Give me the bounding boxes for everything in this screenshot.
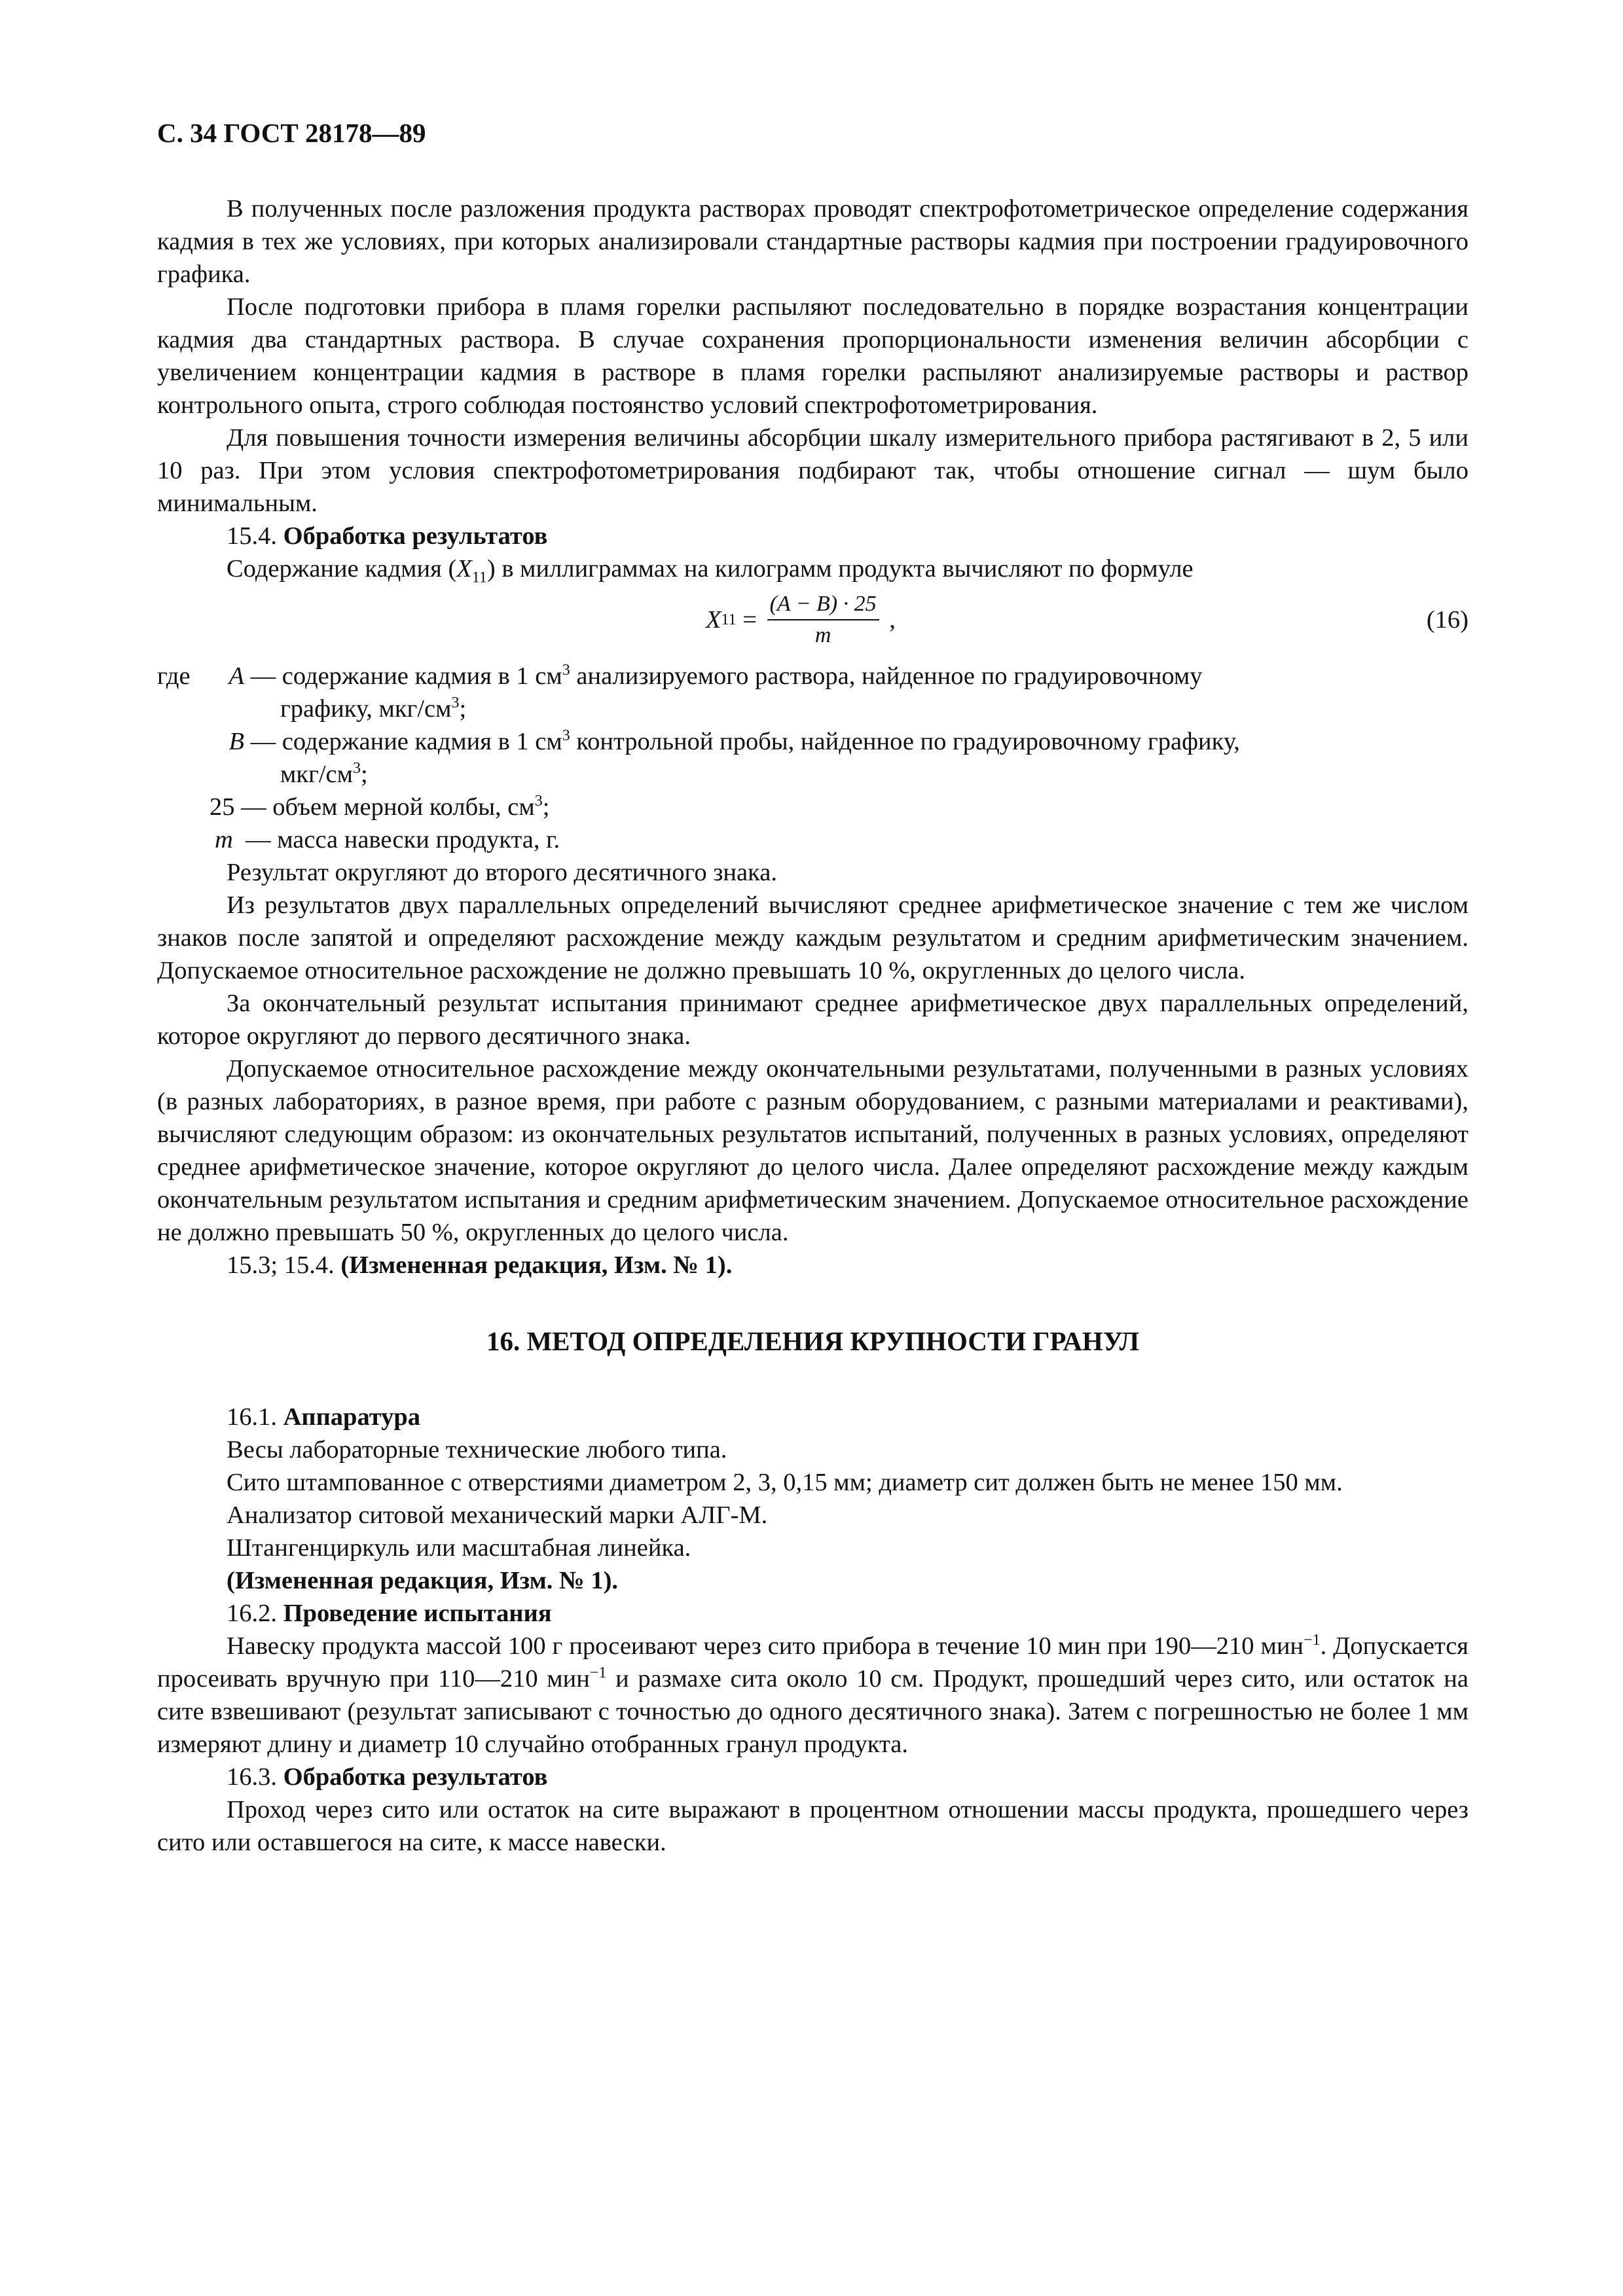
paragraph: Для повышения точности измерения величины абсорбции шкалу измерительного прибора растягивают в 2, 5 или 10 раз. При этом условия спектрофотометрирования подбирают так, чтобы отношение сигнал — шум было минимальным. bbox=[157, 424, 1468, 517]
subscript: 11 bbox=[471, 569, 487, 586]
subsection-number: 15.4. bbox=[227, 522, 277, 550]
definition-text bbox=[235, 791, 1469, 823]
fraction-denominator: m bbox=[814, 623, 831, 647]
paragraph: Анализатор ситовой механический марки АЛГ-М. bbox=[227, 1501, 768, 1529]
amendment-note bbox=[157, 1249, 1468, 1282]
superscript: 3 bbox=[562, 662, 570, 679]
text-span: . Допускается просеивать вручную при 110—210 мин bbox=[157, 1632, 1468, 1693]
definition-text bbox=[233, 823, 1468, 856]
paragraph: Результат округляют до второго десятичного знака. bbox=[227, 859, 777, 886]
symbol-text: m bbox=[215, 826, 233, 853]
superscript: −1 bbox=[1304, 1632, 1321, 1649]
superscript: 3 bbox=[562, 727, 570, 745]
formula: X 11 = $\frac{(A - B) \cdot 25}{m}$ , bbox=[706, 589, 896, 651]
subsection-heading bbox=[157, 1597, 1468, 1630]
page-header: С. 34 ГОСТ 28178—89 bbox=[157, 118, 426, 148]
amendment-note: (Измененная редакция, Изм. № 1). bbox=[227, 1567, 619, 1594]
paragraph: После подготовки прибора в пламя горелки распыляют последовательно в порядке возрастания концентрации кадмия два стандартных раствора. В случае сохранения пропорциональности изменения величин абсорбции с увеличением концентрации кадмия в растворе в пламя горелки распыляют анализируемые растворы и раствор контрольного опыта, строго соблюдая постоянство условий спектрофотометрирования. bbox=[157, 293, 1468, 419]
definition-symbol bbox=[223, 660, 244, 692]
superscript: 3 bbox=[451, 694, 460, 712]
paragraph bbox=[157, 1630, 1468, 1761]
paragraph: Допускаемое относительное расхождение между окончательными результатами, полученными в разных условиях (в разных лабораториях, в разное время, при работе с разным оборудованием, с разными материалами и реактивами), вычисляют следующим образом: из окончательных результатов испытаний, полученных в разных условиях, определяют среднее арифметическое значение, которое округляют до целого числа. Далее определяют расхождение между каждым окончательным результатом испытания и средним арифметическим значением. Допускаемое относительное расхождение не должно превышать 50 %, округленных до целого числа. bbox=[157, 1055, 1468, 1246]
superscript: 3 bbox=[534, 793, 543, 810]
fraction-numerator: (A − B) · 25 bbox=[767, 589, 879, 620]
dash: — bbox=[234, 793, 273, 821]
paragraph: В полученных после разложения продукта растворах проводят спектрофотометрическое определение содержания кадмия в тех же условиях, при которых анализировали стандартные растворы кадмия при построении градуировочного графика. bbox=[157, 195, 1468, 288]
text-span: контрольной пробы, найденное по градуировочному графику, bbox=[570, 728, 1240, 755]
clause-refs: 15.3; 15.4. bbox=[227, 1251, 335, 1279]
definition-symbol bbox=[223, 725, 244, 758]
definition-continuation bbox=[157, 692, 1468, 725]
subsection-title: Аппаратура bbox=[283, 1403, 421, 1431]
definition-item bbox=[157, 660, 1468, 692]
symbol-text: B bbox=[228, 728, 244, 755]
text-span: масса навески продукта, г. bbox=[277, 826, 560, 853]
formula-block bbox=[157, 588, 1468, 656]
superscript: −1 bbox=[589, 1664, 607, 1682]
where-word: где bbox=[157, 662, 191, 690]
text-span: мкг/см bbox=[280, 761, 354, 788]
subsection-number: 16.3. bbox=[227, 1763, 277, 1791]
paragraph: Весы лабораторные технические любого типа. bbox=[227, 1436, 727, 1463]
dash: — bbox=[244, 728, 282, 755]
fraction bbox=[767, 589, 879, 651]
text-span: ; bbox=[361, 761, 368, 788]
text-span: анализируемого раствора, найденное по градуировочному bbox=[570, 662, 1203, 690]
superscript: 3 bbox=[353, 760, 361, 778]
definition-item bbox=[157, 823, 1468, 856]
paragraph: За окончательный результат испытания принимают среднее арифметическое двух параллельных определений, которое округляют до первого десятичного знака. bbox=[157, 990, 1468, 1050]
variable: X bbox=[456, 555, 472, 583]
equals-sign: = bbox=[736, 606, 763, 634]
definition-text bbox=[244, 660, 1468, 692]
paragraph: Проход через сито или остаток на сите выражают в процентном отношении массы продукта, прошедшего через сито или оставшегося на сите, к массе навески. bbox=[157, 1796, 1468, 1856]
formula-lhs: X bbox=[706, 606, 721, 634]
section-title: 16. МЕТОД ОПРЕДЕЛЕНИЯ КРУПНОСТИ ГРАНУЛ bbox=[486, 1326, 1140, 1356]
text-span: ; bbox=[459, 695, 467, 723]
definitions-list bbox=[157, 660, 1468, 856]
definition-symbol bbox=[210, 791, 235, 823]
definition-continuation bbox=[157, 758, 1468, 791]
text-span: и размахе сита около 10 см. Продукт, прошедший через сито, или остаток на сите взвешивают (результат записывают с точностью до одного десятичного знака). Затем с погрешностью не более 1 мм измеряют длину и диаметр 10 случайно отобранных гранул продукта. bbox=[157, 1665, 1468, 1758]
text-span: объем мерной колбы, см bbox=[272, 793, 535, 821]
text-span: Навеску продукта массой 100 г просеивают через сито прибора в течение 10 мин при 190—210 мин bbox=[227, 1632, 1304, 1660]
amendment-text: (Измененная редакция, Изм. № 1). bbox=[340, 1251, 733, 1279]
subsection-title: Обработка результатов bbox=[283, 522, 548, 550]
subsection-heading bbox=[157, 1401, 1468, 1433]
dash: — bbox=[244, 662, 282, 690]
subsection-heading bbox=[157, 1761, 1468, 1793]
formula-comma: , bbox=[883, 606, 896, 634]
subsection-number: 16.1. bbox=[227, 1403, 277, 1431]
paragraph: Штангенциркуль или масштабная линейка. bbox=[227, 1534, 691, 1562]
subsection-title: Обработка результатов bbox=[283, 1763, 548, 1791]
text-span: ; bbox=[542, 793, 550, 821]
subsection-title: Проведение испытания bbox=[283, 1600, 552, 1627]
definition-item bbox=[157, 725, 1468, 758]
paragraph: Сито штампованное с отверстиями диаметром 2, 3, 0,15 мм; диаметр сит должен быть не менее 150 мм. bbox=[227, 1469, 1343, 1496]
paragraph: Из результатов двух параллельных определений вычисляют среднее арифметическое значение с тем же числом знаков после запятой и определяют расхождение между каждым результатом и средним арифметическим значением. Допускаемое относительное расхождение не должно превышать 10 %, округленных до целого числа. bbox=[157, 891, 1468, 984]
symbol-text: 25 bbox=[210, 793, 235, 821]
text-span: графику, мкг/см bbox=[280, 695, 452, 723]
definition-symbol bbox=[215, 823, 233, 856]
text-span: содержание кадмия в 1 см bbox=[282, 662, 562, 690]
subsection-heading bbox=[157, 520, 1468, 552]
text-span: ) в миллиграммах на килограмм продукта вычисляют по формуле bbox=[486, 555, 1194, 583]
dash: — bbox=[232, 826, 278, 853]
symbol-text: A bbox=[228, 662, 244, 690]
definition-item bbox=[157, 791, 1468, 823]
text-span: Содержание кадмия ( bbox=[227, 555, 457, 583]
subsection-number: 16.2. bbox=[227, 1600, 277, 1627]
text-span: содержание кадмия в 1 см bbox=[282, 728, 562, 755]
paragraph bbox=[157, 552, 1468, 585]
equation-number: (16) bbox=[1426, 606, 1468, 634]
definition-text bbox=[244, 725, 1468, 758]
